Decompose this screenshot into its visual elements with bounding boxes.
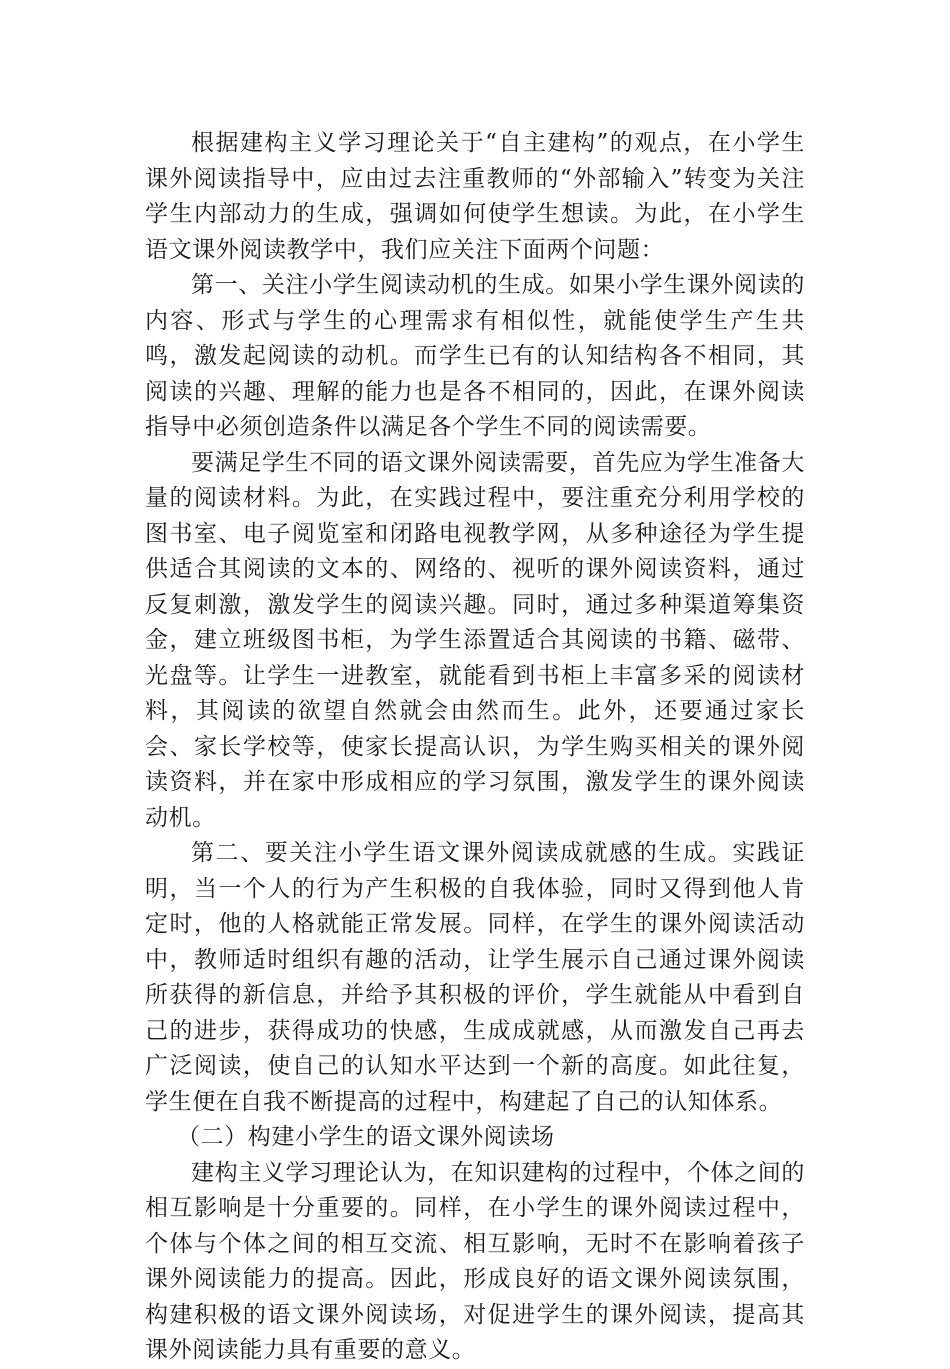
body-text (145, 126, 805, 1369)
paragraph-point-two: 第二、要关注小学生语文课外阅读成就感的生成。实践证明，当一个人的行为产生积极的自我体验，同时又得到他人肯定时，他的人格就能正常发展。同样，在学生的课外阅读活动中，教师适时组织有趣的活动，让学生展示自己通过课外阅读所获得的新信息，并给予其积极的评价，学生就能从中看到自己的进步，获得成功的快感，生成成就感，从而激发自己再去广泛阅读，使自己的认知水平达到一个新的高度。如此往复，学生便在自我不断提高的过程中，构建起了自己的认知体系。 (145, 840, 805, 1115)
section-heading: （二）构建小学生的语文课外阅读场 (177, 1124, 555, 1150)
paragraph-intro: 根据建构主义学习理论关于“自主建构”的观点，在小学生课外阅读指导中，应由过去注重教师的“外部输入”转变为关注学生内部动力的生成，强调如何使学生想读。为此，在小学生语文课外阅读教学中，我们应关注下面两个问题： (145, 130, 805, 263)
paragraph-point-one: 第一、关注小学生阅读动机的生成。如果小学生课外阅读的内容、形式与学生的心理需求有相似性，就能使学生产生共鸣，激发起阅读的动机。而学生已有的认知结构各不相同，其阅读的兴趣、理解的能力也是各不相同的，因此，在课外阅读指导中必须创造条件以满足各个学生不同的阅读需要。 (145, 272, 805, 440)
paragraph-reading-field: 建构主义学习理论认为，在知识建构的过程中，个体之间的相互影响是十分重要的。同样，在小学生的课外阅读过程中，个体与个体之间的相互交流、相互影响，无时不在影响着孩子课外阅读能力的提高。因此，形成良好的语文课外阅读氛围，构建积极的语文课外阅读场，对促进学生的课外阅读，提高其课外阅读能力具有重要的意义。 (145, 1159, 805, 1363)
paragraph-reading-materials: 要满足学生不同的语文课外阅读需要，首先应为学生准备大量的阅读材料。为此，在实践过程中，要注重充分利用学校的图书室、电子阅览室和闭路电视教学网，从多种途径为学生提供适合其阅读的文本的、网络的、视听的课外阅读资料，通过反复刺激，激发学生的阅读兴趣。同时，通过多种渠道筹集资金，建立班级图书柜，为学生添置适合其阅读的书籍、磁带、光盘等。让学生一进教室，就能看到书柜上丰富多采的阅读材料，其阅读的欲望自然就会由然而生。此外，还要通过家长会、家长学校等，使家长提高认识，为学生购买相关的课外阅读资料，并在家中形成相应的学习氛围，激发学生的课外阅读动机。 (145, 449, 805, 831)
